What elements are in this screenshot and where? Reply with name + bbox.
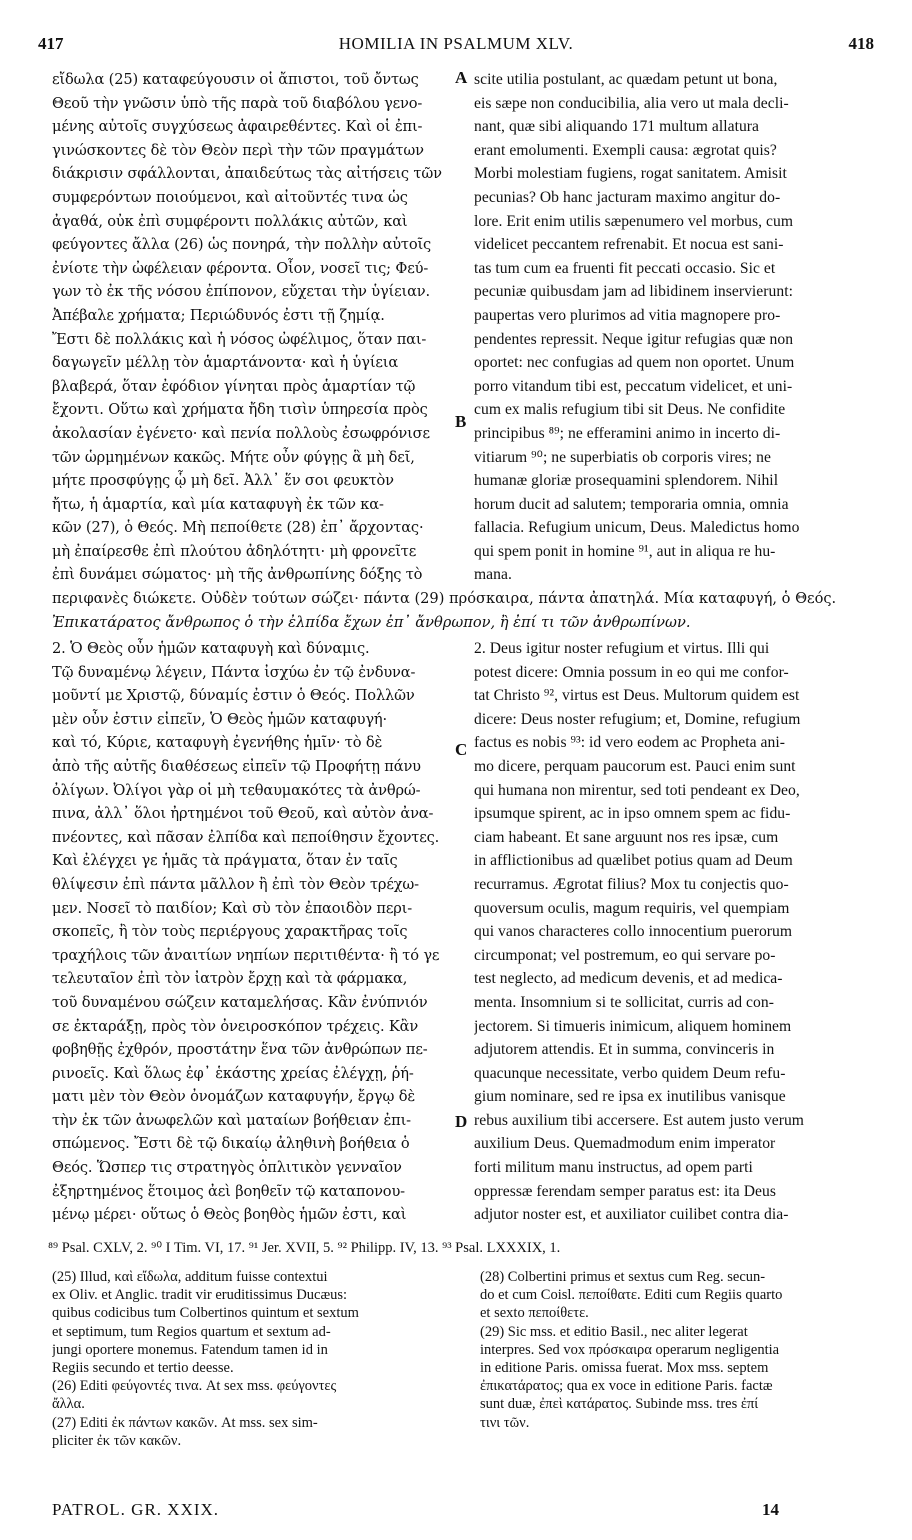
footnotes-left [52, 1268, 444, 1450]
greek-text-line: κῶν (27), ὁ Θεός. Μὴ πεποίθετε (28) ἐπ᾽ ἄρχοντας· [52, 519, 424, 537]
latin-text-line: forti militum manu instructus, ad opem parti [474, 1159, 753, 1177]
greek-text-line: τὴν ἐκ τῶν ἀνωφελῶν καὶ ματαίων βοήθειαν ἐπι- [52, 1111, 411, 1129]
patrol-reference: PATROL. GR. XXIX. [52, 1500, 220, 1519]
footnote-line: (28) Colbertini primus et sextus cum Reg. secun- [480, 1269, 766, 1285]
latin-text-line: recurramus. Ægrotat filius? Mox tu conjectis quo- [474, 875, 789, 893]
greek-text-line: εἴδωλα (25) καταφεύγουσιν οἱ ἄπιστοι, τοῦ ὄντως [52, 71, 419, 88]
greek-text-line: μένης αὐτοῖς συγχύσεως ἀφαιρεθέντες. Καὶ οἱ ἐπι- [52, 118, 423, 136]
greek-text-line: φεύγοντες ἄλλα (26) ὡς πονηρά, τὴν πολλὴν αὐτοῖς [52, 236, 432, 254]
greek-text-line: θλίψεσιν ἐπὶ πάντα μᾶλλον ἢ ἐπὶ τὸν Θεὸν τρέχω- [52, 875, 419, 893]
signature-number: 14 [762, 1500, 779, 1519]
greek-text-line: μοῦντί με Χριστῷ, δύναμίς ἐστιν ὁ Θεός. Πολλῶν [52, 687, 415, 705]
greek-text-line: διάκρισιν σφάλλονται, ἀπαιδεύτως τὰς αἰτήσεις τῶν [52, 165, 442, 183]
latin-text-line: potest dicere: Omnia possum in eo qui me confor- [474, 663, 789, 681]
greek-text-line: σκοπεῖς, ἢ τὸν τοὺς περιέργους χαρακτῆρας τοῖς [52, 923, 408, 941]
greek-text-line: μήτε προσφύγῃς ᾧ μὴ δεῖ. Ἀλλ᾽ ἕν σοι φευκτὸν [52, 472, 394, 490]
margin-letter-c: C [455, 740, 468, 759]
greek-text-line: ἔχοντι. Οὕτω καὶ χρήματα ἤδη τισὶν ὑπηρεσία πρὸς [52, 401, 428, 419]
greek-text-line: τραχήλοις τῶν ἀναιτίων νηπίων περιτιθέντα· ἢ τό γε [52, 946, 440, 964]
greek-text-line: μὴ ἐπαίρεσθε ἐπὶ πλούτου ἀδηλότητι· μὴ φρονεῖτε [52, 542, 417, 560]
latin-text-line: test neglecto, ad medicum devenis, et ad medica- [474, 970, 783, 988]
latin-text-line: gium nominare, sed re ipsa ex inutilibus vanisque [474, 1088, 786, 1106]
full-width-line-2: Ἐπικατάρατος ἄνθρωπος ὁ τὴν ἐλπίδα ἔχων ἐπ᾽ ἄνθρωπον, ἢ ἐπί τι τῶν ἀνθρωπίνων. [52, 614, 691, 631]
footnote-line: ex Oliv. et Anglic. tradit vir eruditissimus Ducæus: [52, 1287, 348, 1304]
latin-text-line: oportet: nec confugias ad quem non oportet. Unum [474, 354, 795, 372]
greek-text-line: πνέοντες, καὶ πᾶσαν ἐλπίδα καὶ πεποίθησιν ἔχοντες. [52, 828, 440, 846]
latin-text-line: auxilium Deus. Quemadmodum enim imperator [474, 1135, 776, 1153]
greek-text-line: μεν. Νοσεῖ τὸ παιδίον; Καὶ σὺ τὸν ἐπαοιδὸν περι- [52, 899, 413, 917]
latin-text-line: in afflictionibus ad quælibet potius quam ad Deum [474, 852, 793, 870]
page-number-left: 417 [38, 34, 64, 53]
greek-text-line: Ἔστι δὲ πολλάκις καὶ ἡ νόσος ὠφέλιμος, ὅταν παι- [52, 330, 427, 348]
greek-text-line: ἐπὶ δυνάμει σώματος· μὴ τῆς ἀνθρωπίνης δόξης τὸ [52, 566, 423, 584]
footnote-line: interpres. Sed vox πρόσκαιρα operarum negligentia [480, 1341, 780, 1358]
latin-text-line: oppressæ ferendam semper paratus est: ita Deus [474, 1182, 776, 1200]
latin-text-line: horum ducit ad salutem; temporaria omnia, omnia [474, 495, 789, 513]
footnote-line: do et cum Coisl. πεποίθατε. Editi cum Regiis quarto [480, 1287, 783, 1304]
greek-text-line: ἀκολασίαν ἐγένετο· καὶ πενία πολλοὺς ἐσωφρόνισε [52, 424, 430, 442]
latin-text-line: erant emolumenti. Exempli causa: ægrotat quis? [474, 141, 777, 159]
latin-text-line: qui spem ponit in homine ⁹¹, aut in aliqua re hu- [474, 542, 776, 560]
footnote-line: quibus codicibus tum Colbertinos quintum et sextum [52, 1305, 359, 1322]
latin-text-line: pecunias? Ob hanc jacturam maximo angitur do- [474, 188, 781, 206]
latin-text-line: scite utilia postulant, ac quædam petunt ut bona, [474, 71, 778, 88]
footnote-line: et sexto πεποίθετε. [480, 1305, 589, 1322]
greek-text-line: καὶ τό, Κύριε, καταφυγὴ ἐγενήθης ἡμῖν· τὸ δὲ [52, 734, 383, 752]
greek-text-line: γων τὸ ἐκ τῆς νόσου ἐπίπονον, εὔχεται τὴν ὑγίειαν. [52, 283, 431, 301]
latin-text-line: quacunque necessitate, verbo quidem Deum refu- [474, 1064, 786, 1082]
greek-text-line: ὀλίγων. Ὀλίγοι γὰρ οἱ μὴ τεθαυμακότες τὰ ἀνθρώ- [52, 781, 421, 799]
latin-text-line: 2. Deus igitur noster refugium et virtus. Illi qui [474, 640, 770, 657]
greek-text-line: ἐνίοτε τὴν ὠφέλειαν φέροντα. Οἷον, νοσεῖ τις; Φεύ- [52, 259, 429, 277]
latin-text-line: videlicet peccantem refrenabit. Et nocua est sani- [474, 236, 784, 254]
greek-text-line: βλαβερά, ὅταν ἐφόδιον γίνηται πρὸς ἁμαρτίαν τῷ [52, 377, 416, 395]
greek-text-line: ἤτω, ἡ ἁμαρτία, καὶ μία καταφυγὴ ἐκ τῶν κα- [52, 495, 384, 513]
latin-text-line: tat Christo ⁹², virtus est Deus. Multorum quidem est [474, 687, 800, 705]
latin-text-line: humanæ gloriæ prosequamini splendorem. Nihil [474, 472, 779, 490]
footnote-line: sunt duæ, ἐπεὶ κατάρατος. Subinde mss. tres ἐπί [480, 1396, 759, 1413]
latin-text-line: tas tum cum ea fruenti fit peccati occasio. Sic et [474, 259, 776, 277]
greek-text-line: σε ἐκταράξῃ, πρὸς τὸν ὀνειροσκόπον τρέχεις. Κἂν [52, 1017, 419, 1035]
footnote-line: pliciter ἐκ τῶν κακῶν. [52, 1432, 182, 1449]
latin-text-line: adjutorem attendis. Et in summa, convinceris in [474, 1041, 775, 1059]
greek-text-line: τελευταῖον ἐπὶ τὸν ἰατρὸν ἔρχῃ καὶ τὰ φάρμακα, [52, 970, 408, 988]
greek-text-line: Τῷ δυναμένῳ λέγειν, Πάντα ἰσχύω ἐν τῷ ἐνδυνα- [52, 663, 416, 681]
full-width-line-1: περιφανὲς διώκετε. Οὐδὲν τούτων σώζει· πάντα (29) πρόσκαιρα, πάντα ἀπατηλά. Μία καταφυγή, ὁ Θεός. [52, 590, 837, 607]
footnote-line: in editione Paris. omissa fuerat. Mox mss. septem [480, 1359, 769, 1376]
greek-text-line: Θεός. Ὥσπερ τις στρατηγὸς ὁπλιτικὸν γενναῖον [52, 1159, 402, 1177]
latin-text-line: pecuniæ quibusdam jam ad libidinem inservierunt: [474, 283, 793, 301]
greek-text-line: ματι μὲν τὸν Θεὸν ὀνομάζων καταφυγήν, ἔργῳ δὲ [52, 1088, 416, 1106]
latin-text-line: adjutor noster est, et auxiliator cuilibet contra dia- [474, 1206, 789, 1224]
latin-text-line: mana. [474, 566, 512, 584]
margin-letter-b: B [455, 412, 467, 431]
footnote-line: ἐπικατάρατος; qua ex voce in editione Paris. factæ [480, 1378, 773, 1395]
greek-text-line: τοῦ δυναμένου σώζειν καταμελήσας. Κἂν ἐνύπνιόν [52, 993, 428, 1011]
greek-text-line: Θεοῦ τὴν γνῶσιν ὑπὸ τῆς παρὰ τοῦ διαβόλου γενο- [52, 94, 423, 112]
footnote-line: jungi oportere monemus. Fatendum tamen id in [52, 1341, 328, 1358]
footnote-line: Regiis secundo et tertio deesse. [52, 1359, 234, 1376]
greek-text-line: γινώσκοντες δὲ τὸν Θεὸν περὶ τὴν τῶν πραγμάτων [52, 141, 424, 159]
greek-text-line: ἐξηρτημένος ἕτοιμος ἀεὶ βοηθεῖν τῷ καταπονου- [52, 1182, 405, 1200]
latin-text-line: Morbi molestiam fugiens, rogat sanitatem. Amisit [474, 165, 787, 183]
latin-text-line: qui vanos characteres collo innocentium puerorum [474, 923, 793, 941]
latin-text-line: qui humana non mirentur, sed toti pendeant ex Deo, [474, 781, 800, 799]
greek-text-line: μὲν οὖν ἐστιν εἰπεῖν, Ὁ Θεὸς ἡμῶν καταφυγή· [52, 710, 387, 728]
footnote-line: (27) Editi ἐκ πάντων κακῶν. At mss. sex sim- [52, 1414, 318, 1431]
greek-text-line: ρινοεῖς. Καὶ ὅλως ἐφ᾽ ἑκάστης χρείας ἐλέγχῃ, ῥή- [52, 1064, 414, 1082]
footnote-line: (25) Illud, καὶ εἴδωλα, additum fuisse contextui [52, 1269, 328, 1285]
margin-letter-d: D [455, 1112, 468, 1131]
latin-column-bottom [474, 637, 876, 1227]
latin-text-line: paupertas vero plurimos ad vitia magnopere pro- [474, 306, 781, 324]
latin-text-line: menta. Insomnium si te sollicitat, curris ad con- [474, 993, 774, 1011]
greek-column-bottom [52, 637, 456, 1227]
latin-text-line: ciam habeant. Et sane arguunt nos res ipsæ, cum [474, 828, 779, 846]
latin-text-line: dicere: Deus noster refugium; et, Domine, refugium [474, 710, 801, 728]
latin-column-top [474, 68, 876, 587]
greek-text-line: δαγωγεῖν μέλλῃ τὸν ἁμαρτάνοντα· καὶ ἡ ὑγίεια [52, 354, 399, 372]
latin-text-line: quoversum oculis, magum requiris, vel quempiam [474, 899, 790, 917]
greek-text-line: Καὶ ἐλέγχει γε ἡμᾶς τὰ πράγματα, ὅταν ἐν ταῖς [52, 852, 398, 870]
footnotes-right [480, 1268, 880, 1432]
greek-text-line: πινα, ἀλλ᾽ ὅλοι ἠρτημένοι τοῦ Θεοῦ, καὶ αὐτὸν ἀνα- [52, 805, 434, 823]
latin-text-line: cum ex malis refugium tibi sit Deus. Ne confidite [474, 401, 786, 419]
latin-text-line: lore. Erit enim utilis sæpenumero vel morbus, cum [474, 212, 794, 230]
footnote-line: (26) Editi φεύγοντές τινα. At sex mss. φεύγοντες [52, 1378, 337, 1395]
latin-text-line: circumponat; vel postremum, eo qui servare po- [474, 946, 776, 964]
greek-text-line: ἀπὸ τῆς αὐτῆς διαθέσεως εἰπεῖν τῷ Προφήτῃ πάνυ [52, 757, 421, 775]
greek-text-line: ἀγαθά, οὐκ ἐπὶ συμφέροντι πολλάκις αὐτῶν, καὶ [52, 212, 408, 230]
greek-text-line: 2. Ὁ Θεὸς οὖν ἡμῶν καταφυγὴ καὶ δύναμις. [52, 640, 370, 657]
latin-text-line: porro vitandum tibi est, peccatum videlicet, et uni- [474, 377, 793, 395]
latin-text-line: eis sæpe non conducibilia, alia vero ut mala decli- [474, 94, 789, 112]
latin-text-line: pendentes repressit. Neque igitur refugias quæ non [474, 330, 794, 348]
scripture-references: ⁸⁹ Psal. CXLV, 2. ⁹⁰ I Tim. VI, 17. ⁹¹ Jer. XVII, 5. ⁹² Philipp. IV, 13. ⁹³ Psal. LXXXIX, 1. [48, 1240, 561, 1256]
latin-text-line: vitiarum ⁹⁰; ne superbiatis ob corporis vires; ne [474, 448, 771, 466]
latin-text-line: nant, quæ sibi aliquando 171 multum allatura [474, 118, 760, 136]
greek-text-line: μένῳ μέρει· οὕτως ὁ Θεὸς βοηθὸς ἡμῶν ἐστι, καὶ [52, 1206, 407, 1224]
footnote-line: ἄλλα. [52, 1396, 85, 1413]
running-header [38, 34, 874, 56]
running-title: HOMILIA IN PSALMUM XLV. [338, 34, 574, 53]
footnote-line: (29) Sic mss. et editio Basil., nec aliter legerat [480, 1323, 748, 1340]
greek-column-top [52, 68, 456, 587]
footnote-line: τινι τῶν. [480, 1414, 530, 1431]
latin-text-line: principibus ⁸⁹; ne efferamini animo in incerto di- [474, 424, 781, 442]
latin-text-line: ipsumque spirent, ac in ipso omnem spem ac fidu- [474, 805, 791, 823]
greek-text-line: συμφερόντων ποιούμενοι, καὶ αἰτοῦντές τινα ὡς [52, 188, 408, 206]
greek-text-line: φοβηθῇς ἐχθρόν, προστάτην ἕνα τῶν ἀνθρώπων πε- [52, 1041, 428, 1059]
page-number-right: 418 [848, 34, 874, 53]
greek-text-line: Ἀπέβαλε χρήματα; Περιώδυνός ἐστι τῇ ζημίᾳ. [52, 306, 385, 324]
greek-text-line: σπώμενος. Ἔστι δὲ τῷ δικαίῳ ἀληθινὴ βοήθεια ὁ [52, 1135, 410, 1153]
latin-text-line: rebus auxilium tibi accersere. Est autem justo verum [474, 1111, 804, 1129]
latin-text-line: fallacia. Refugium unicum, Deus. Maledictus homo [474, 519, 800, 537]
latin-text-line: factus es nobis ⁹³: id vero eodem ac Propheta ani- [474, 734, 785, 752]
footnote-line: et septimum, tum Regios quartum et sextum ad- [52, 1323, 331, 1340]
latin-text-line: jectorem. Si timueris inimicum, aliquem hominem [474, 1017, 792, 1035]
latin-text-line: mo dicere, perquam paucorum est. Pauci enim sunt [474, 757, 796, 775]
margin-letter-a: A [455, 68, 468, 87]
greek-text-line: τῶν ὡρμημένων κακῶς. Μήτε οὖν φύγῃς ἃ μὴ δεῖ, [52, 448, 415, 466]
